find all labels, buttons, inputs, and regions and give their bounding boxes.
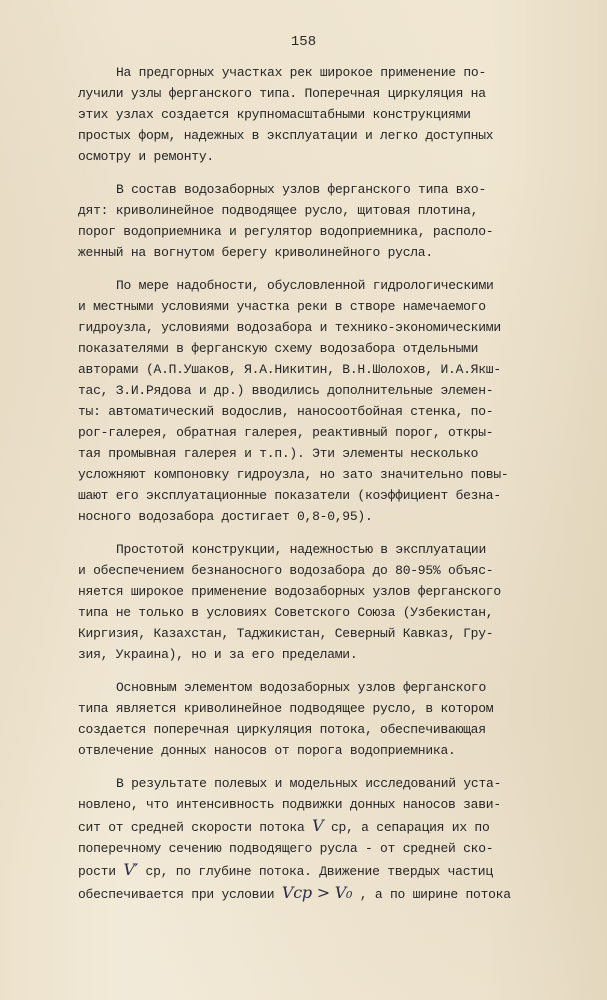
text-line: создается поперечная циркуляция потока, обеспечивающая bbox=[78, 722, 486, 737]
paragraph-2 bbox=[78, 179, 536, 263]
body-text bbox=[78, 62, 536, 917]
text-line: няется широкое применение водозаборных узлов ферганского bbox=[78, 584, 501, 599]
text-line: носного водозабора достигает 0,8-0,95). bbox=[78, 509, 373, 524]
text-line: показателями в ферганскую схему водозабора отдельными bbox=[78, 341, 479, 356]
text-line: женный на вогнутом берегу криволинейного русла. bbox=[78, 245, 433, 260]
text-line: отвлечение донных наносов от порога водоприемника. bbox=[78, 743, 456, 758]
text-line: лучили узлы ферганского типа. Поперечная циркуляция на bbox=[78, 86, 486, 101]
text-fragment: сит от средней скорости потока bbox=[78, 820, 313, 835]
text-line: гидроузла, условиями водозабора и технико-экономическими bbox=[78, 320, 501, 335]
text-line: новлено, что интенсивность подвижки донных наносов зави- bbox=[78, 797, 501, 812]
text-line: В состав водозаборных узлов ферганского типа вхо- bbox=[116, 182, 487, 197]
text-line: авторами (А.П.Ушаков, Я.А.Никитин, В.Н.Шолохов, И.А.Якш- bbox=[78, 362, 501, 377]
velocity-condition-formula: Vср > V₀ bbox=[281, 883, 353, 902]
text-line-with-formula bbox=[78, 859, 536, 882]
paragraph-1 bbox=[78, 62, 536, 167]
text-line: простых форм, надежных в эксплуатации и легко доступных bbox=[78, 128, 494, 143]
text-line: зия, Украина), но и за его пределами. bbox=[78, 647, 358, 662]
text-line: тая промывная галерея и т.п.). Эти элементы несколько bbox=[78, 446, 479, 461]
text-line: тас, З.И.Рядова и др.) вводились дополнительные элемен- bbox=[78, 383, 494, 398]
text-line-with-formula bbox=[78, 882, 536, 905]
text-line-with-formula bbox=[78, 815, 536, 838]
velocity-symbol: V bbox=[312, 816, 324, 835]
text-line: типа является криволинейное подводящее русло, в котором bbox=[78, 701, 494, 716]
text-line: ты: автоматический водослив, наносоотбойная стенка, по- bbox=[78, 404, 494, 419]
text-line: Основным элементом водозаборных узлов ферганского bbox=[116, 680, 487, 695]
text-fragment: обеспечивается при условии bbox=[78, 887, 282, 902]
paragraph-5 bbox=[78, 677, 536, 761]
text-line: и обеспечением безнаносного водозабора до 80-95% объяс- bbox=[78, 563, 494, 578]
text-line: рог-галерея, обратная галерея, реактивный порог, откры- bbox=[78, 425, 494, 440]
text-line: Простотой конструкции, надежностью в эксплуатации bbox=[116, 542, 487, 557]
text-line: поперечному сечению подводящего русла - от средней ско- bbox=[78, 841, 494, 856]
text-line: осмотру и ремонту. bbox=[78, 149, 214, 164]
text-line: шают его эксплуатационные показатели (коэффициент безна- bbox=[78, 488, 501, 503]
text-fragment: ср, по глубине потока. Движение твердых частиц bbox=[138, 864, 493, 879]
text-fragment: рости bbox=[78, 864, 124, 879]
text-fragment: , а по ширине потока bbox=[352, 887, 511, 902]
text-line: Киргизия, Казахстан, Таджикистан, Северный Кавказ, Гру- bbox=[78, 626, 494, 641]
text-line: порог водоприемника и регулятор водоприемника, располо- bbox=[78, 224, 494, 239]
text-line: типа не только в условиях Советского Союза (Узбекистан, bbox=[78, 605, 494, 620]
velocity-prime-symbol: V′ bbox=[123, 860, 138, 879]
text-line: и местными условиями участка реки в створе намечаемого bbox=[78, 299, 486, 314]
text-fragment: ср, а сепарация их по bbox=[323, 820, 490, 835]
page-number: 158 bbox=[290, 34, 317, 50]
text-line: В результате полевых и модельных исследований уста- bbox=[116, 776, 502, 791]
paragraph-3 bbox=[78, 275, 536, 527]
text-line: этих узлах создается крупномасштабными конструкциями bbox=[78, 107, 471, 122]
text-line: На предгорных участках рек широкое применение по- bbox=[116, 65, 487, 80]
text-line: усложняют компоновку гидроузла, но зато значительно повы- bbox=[78, 467, 509, 482]
text-line: дят: криволинейное подводящее русло, щитовая плотина, bbox=[78, 203, 479, 218]
paragraph-6 bbox=[78, 773, 536, 905]
text-line: По мере надобности, обусловленной гидрологическими bbox=[116, 278, 494, 293]
paragraph-4 bbox=[78, 539, 536, 665]
